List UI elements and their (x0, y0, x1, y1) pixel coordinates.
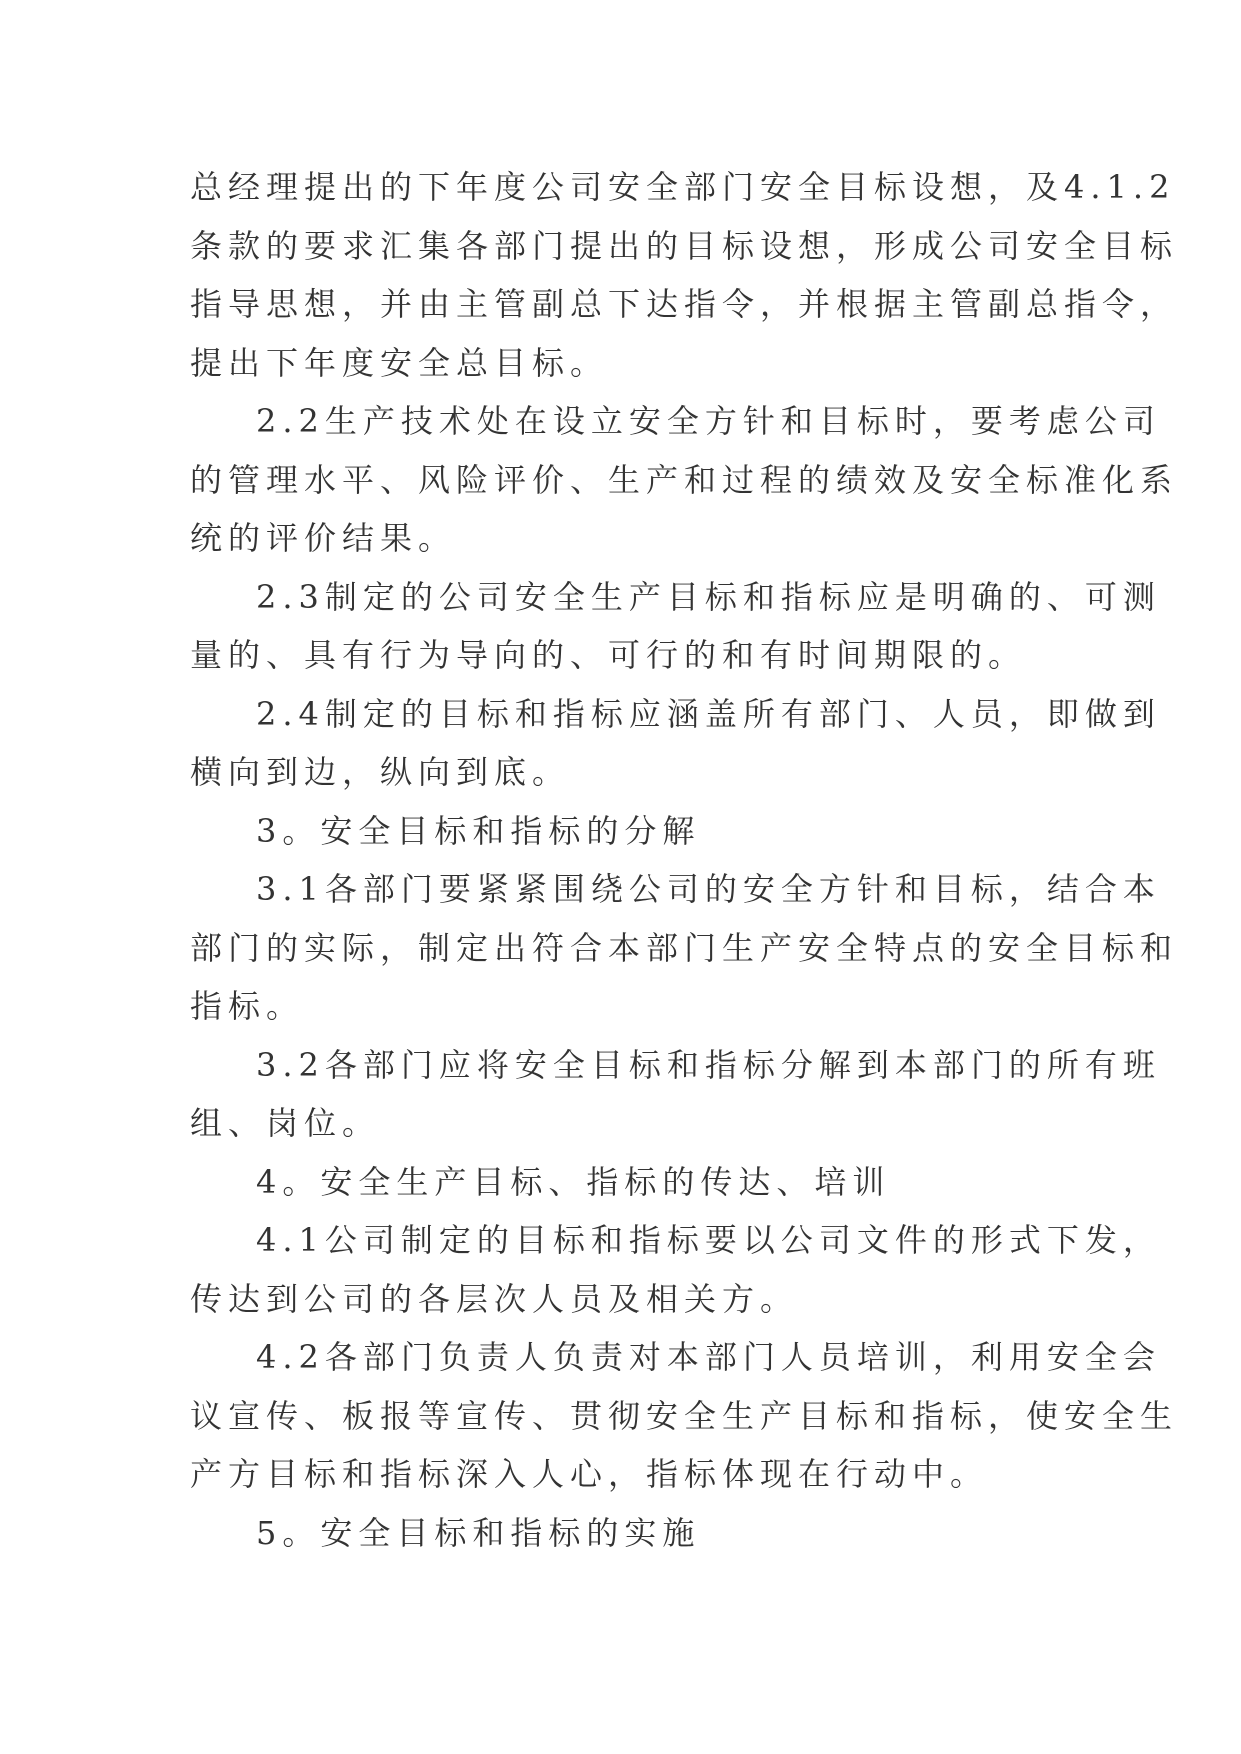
text-line: 议宣传、板报等宣传、贯彻安全生产目标和指标，使安全生 (190, 1396, 1179, 1435)
document-body (190, 158, 1179, 1562)
text-line: 指导思想，并由主管副总下达指令，并根据主管副总指令， (190, 285, 1179, 323)
section-heading: 4。安全生产目标、指标的传达、培训 (256, 1162, 891, 1201)
paragraph-start-line: 4.1公司制定的目标和指标要以公司文件的形式下发， (256, 1221, 1161, 1259)
text-line: 产方目标和指标深入人心，指标体现在行动中。 (190, 1455, 989, 1493)
text-line: 总经理提出的下年度公司安全部门安全目标设想，及4.1.2 (190, 168, 1176, 206)
paragraph-start-line: 3.2各部门应将安全目标和指标分解到本部门的所有班 (256, 1045, 1161, 1084)
text-line: 统的评价结果。 (190, 519, 457, 557)
section-heading: 5。安全目标和指标的实施 (256, 1513, 701, 1552)
text-line: 横向到边，纵向到底。 (190, 753, 571, 791)
paragraph-start-line: 2.2生产技术处在设立安全方针和目标时，要考虑公司 (256, 402, 1161, 440)
paragraph-start-line: 4.2各部门负责人负责对本部门人员培训，利用安全会 (256, 1338, 1161, 1376)
paragraph-start-line: 2.4制定的目标和指标应涵盖所有部门、人员，即做到 (256, 694, 1161, 733)
section-heading: 3。安全目标和指标的分解 (256, 811, 701, 850)
paragraph-start-line: 2.3制定的公司安全生产目标和指标应是明确的、可测 (256, 577, 1161, 616)
text-line: 组、岗位。 (190, 1104, 381, 1142)
text-line: 量的、具有行为导向的、可行的和有时间期限的。 (190, 636, 1027, 674)
text-line: 指标。 (190, 987, 305, 1025)
text-line: 条款的要求汇集各部门提出的目标设想，形成公司安全目标 (190, 226, 1179, 265)
paragraph-start-line: 3.1各部门要紧紧围绕公司的安全方针和目标，结合本 (256, 870, 1161, 908)
text-line: 部门的实际，制定出符合本部门生产安全特点的安全目标和 (190, 928, 1179, 967)
text-line: 传达到公司的各层次人员及相关方。 (190, 1279, 799, 1318)
text-line: 提出下年度安全总目标。 (190, 343, 609, 382)
text-line: 的管理水平、风险评价、生产和过程的绩效及安全标准化系 (190, 460, 1179, 499)
